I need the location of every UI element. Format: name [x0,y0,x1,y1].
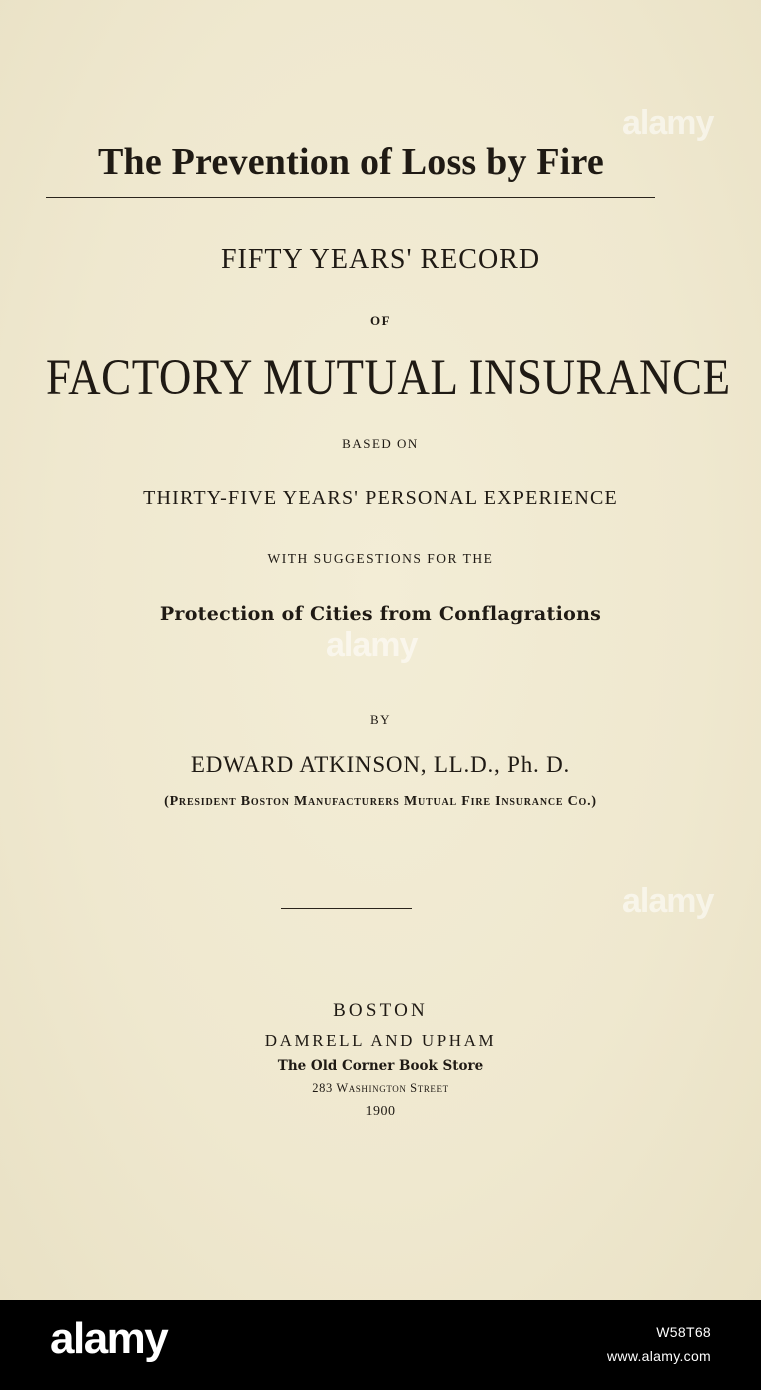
suggestions-text: WITH SUGGESTIONS FOR THE [267,551,494,566]
by-text: BY [369,712,392,727]
based-on-text: BASED ON [342,436,419,451]
headline: FACTORY MUTUAL INSURANCE [46,349,731,406]
publication-city: BOSTON [333,1000,428,1021]
publication-year: 1900 [365,1104,396,1119]
alamy-logo: alamy [50,1314,168,1363]
author-title: (President Boston Manufacturers Mutual Fire Insurance Co.) [164,794,597,809]
image-id: W58T68 [656,1324,711,1340]
book-title: The Prevention of Loss by Fire [98,141,604,183]
footer-url[interactable]: www.alamy.com [607,1348,711,1364]
watermark-bottom: alamy [622,882,714,920]
of-text: OF [369,313,392,328]
watermark-middle: alamy [326,626,418,664]
author-name: EDWARD ATKINSON, LL.D., Ph. D. [190,752,571,777]
footer-bar [0,1300,761,1390]
watermark-top: alamy [622,104,714,142]
protection-text: Protection of Cities from Conflagrations [159,603,602,625]
subtitle: FIFTY YEARS' RECORD [220,244,541,275]
divider-rule [281,908,412,909]
title-rule [46,197,655,198]
store-name: The Old Corner Book Store [277,1058,484,1074]
experience-text: THIRTY-FIVE YEARS' PERSONAL EXPERIENCE [143,487,618,509]
street-address: 283 Washington Street [312,1081,449,1095]
publisher-name: DAMRELL AND UPHAM [264,1031,497,1050]
